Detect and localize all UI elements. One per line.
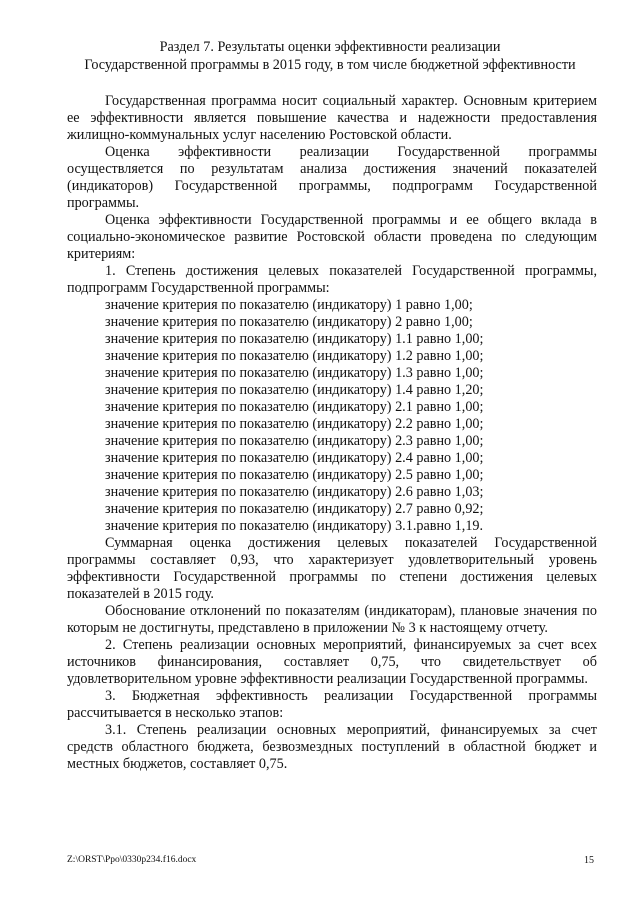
criterion-line: значение критерия по показателю (индикатору) 2.7 равно 0,92;	[105, 501, 484, 517]
criterion-line: значение критерия по показателю (индикатору) 2.4 равно 1,00;	[105, 450, 484, 466]
paragraph-program-character: Государственная программа носит социальный характер. Основным критерием ее эффективности является повышение качества и надежности предоставления жилищно-коммунальных услуг населению Ростовской области.	[67, 93, 597, 143]
section-heading-line-1: Раздел 7. Результаты оценки эффективности реализации	[159, 39, 501, 55]
paragraph-criterion-2: 2. Степень реализации основных мероприятий, финансируемых за счет всех источников финансирования, составляет 0,75, что свидетельствует об удовлетворительном уровне эффективности реализации Государственной программы.	[67, 637, 597, 687]
criterion-line: значение критерия по показателю (индикатору) 2.3 равно 1,00;	[105, 433, 484, 449]
criterion-line: значение критерия по показателю (индикатору) 1 равно 1,00;	[105, 297, 473, 313]
criterion-line: значение критерия по показателю (индикатору) 3.1.равно 1,19.	[105, 518, 484, 534]
section-heading	[60, 38, 600, 74]
criterion-line: значение критерия по показателю (индикатору) 1.4 равно 1,20;	[105, 382, 484, 398]
criterion-line: значение критерия по показателю (индикатору) 1.1 равно 1,00;	[105, 331, 484, 347]
criterion-line: значение критерия по показателю (индикатору) 2.1 равно 1,00;	[105, 399, 484, 415]
criterion-line: значение критерия по показателю (индикатору) 2.6 равно 1,03;	[105, 484, 484, 500]
paragraph-evaluation-criteria: Оценка эффективности Государственной программы и ее общего вклада в социально-экономическое развитие Ростовской области проведена по следующим критериям:	[67, 212, 597, 262]
paragraph-criterion-3-1: 3.1. Степень реализации основных мероприятий, финансируемых за счет средств областного бюджета, безвозмездных поступлений в областной бюджет и местных бюджетов, составляет 0,75.	[67, 722, 597, 772]
footer-file-path: Z:\ORST\Ppo\0330p234.f16.docx	[67, 855, 197, 865]
criterion-line: значение критерия по показателю (индикатору) 2.5 равно 1,00;	[105, 467, 484, 483]
paragraph-evaluation-basis: Оценка эффективности реализации Государственной программы осуществляется по результатам анализа достижения значений показателей (индикаторов) Государственной программы, подпрограмм Государственной программы.	[67, 144, 597, 211]
criterion-line: значение критерия по показателю (индикатору) 1.3 равно 1,00;	[105, 365, 484, 381]
section-heading-line-2: Государственной программы в 2015 году, в том числе бюджетной эффективности	[84, 57, 576, 73]
criterion-line: значение критерия по показателю (индикатору) 2.2 равно 1,00;	[105, 416, 484, 432]
paragraph-deviation-justification: Обоснование отклонений по показателям (индикаторам), плановые значения по которым не достигнуты, представлено в приложении № 3 к настоящему отчету.	[67, 603, 597, 636]
page-number: 15	[584, 855, 594, 866]
paragraph-summary-assessment: Суммарная оценка достижения целевых показателей Государственной программы составляет 0,93, что характеризует удовлетворительный уровень эффективности Государственной программы по степени достижения целевых показателей в 2015 году.	[67, 535, 597, 602]
criterion-line: значение критерия по показателю (индикатору) 1.2 равно 1,00;	[105, 348, 484, 364]
paragraph-criterion-3: 3. Бюджетная эффективность реализации Государственной программы рассчитывается в несколько этапов:	[67, 688, 597, 721]
document-body	[67, 93, 597, 773]
paragraph-criterion-1: 1. Степень достижения целевых показателей Государственной программы, подпрограмм Государственной программы:	[67, 263, 597, 296]
criterion-line: значение критерия по показателю (индикатору) 2 равно 1,00;	[105, 314, 473, 330]
